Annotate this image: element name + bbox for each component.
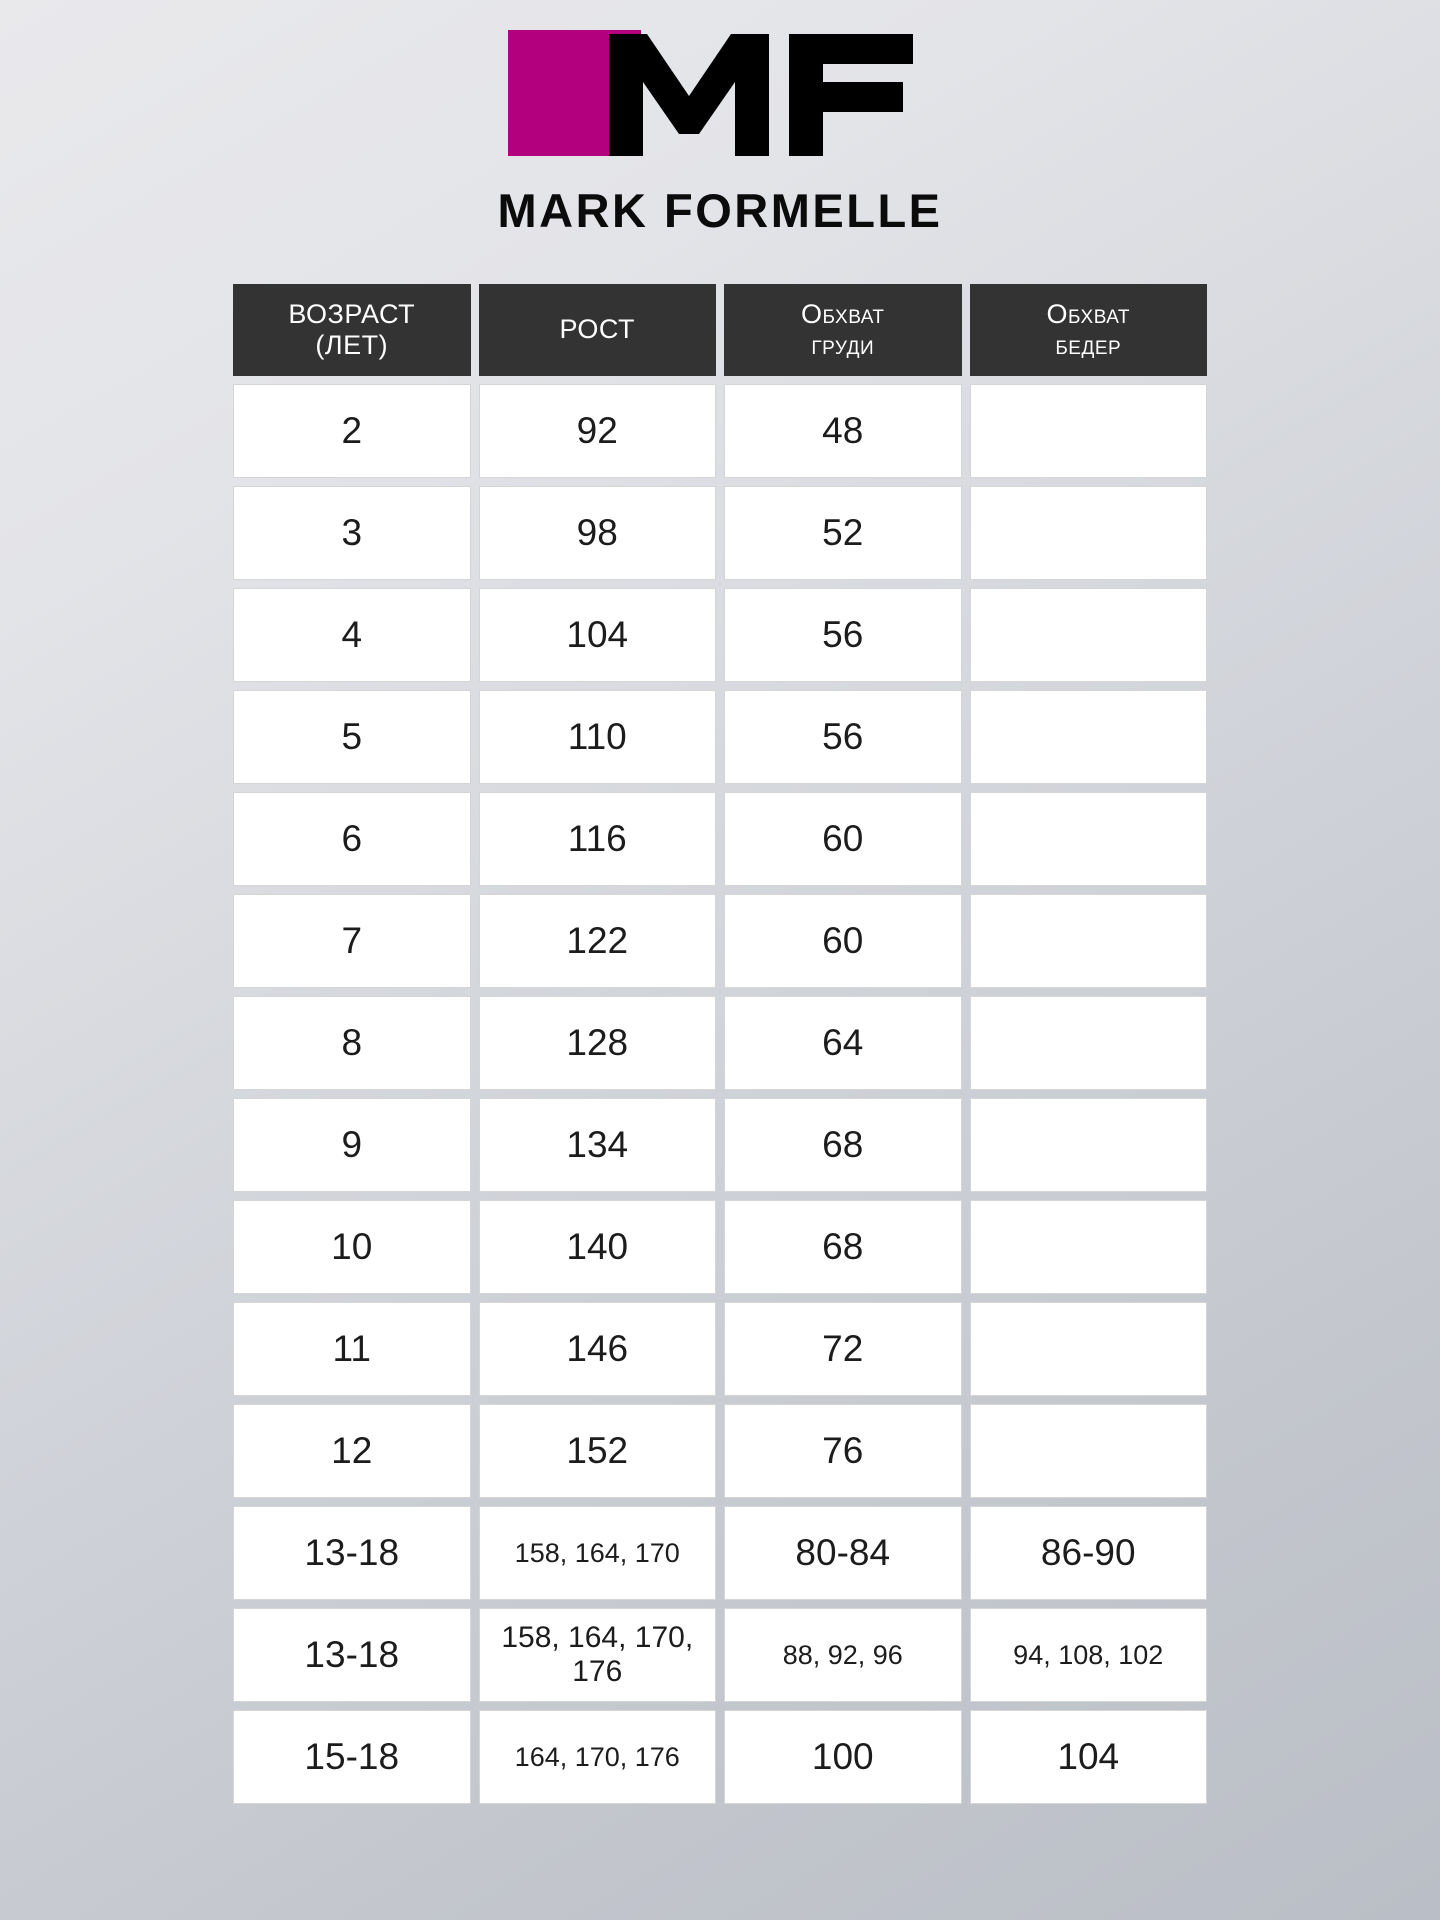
cell-age: 13-18 [233, 1506, 471, 1600]
table-row [233, 894, 1207, 988]
cell-height: 134 [479, 1098, 717, 1192]
cell-height: 98 [479, 486, 717, 580]
cell-age: 13-18 [233, 1608, 471, 1702]
cell-hips: 94, 108, 102 [970, 1608, 1208, 1702]
cell-hips: 104 [970, 1710, 1208, 1804]
table-row [233, 1710, 1207, 1804]
logo-wordmark: MARK FORMELLE [497, 184, 943, 237]
cell-chest: 48 [724, 384, 962, 478]
cell-height: 92 [479, 384, 717, 478]
column-header-chest [724, 284, 962, 376]
table-row [233, 996, 1207, 1090]
column-header-chest-line1: Обхват [800, 298, 885, 329]
table-header [233, 284, 1207, 376]
cell-chest: 52 [724, 486, 962, 580]
table-row [233, 1608, 1207, 1702]
cell-age: 10 [233, 1200, 471, 1294]
cell-hips [970, 690, 1208, 784]
cell-chest: 80-84 [724, 1506, 962, 1600]
cell-chest: 60 [724, 894, 962, 988]
cell-hips [970, 1302, 1208, 1396]
cell-hips [970, 384, 1208, 478]
cell-chest: 76 [724, 1404, 962, 1498]
cell-hips [970, 588, 1208, 682]
column-header-age-line2: (ЛЕТ) [315, 330, 389, 360]
logo-mf-letters [603, 30, 933, 160]
table-row [233, 690, 1207, 784]
logo-mark [508, 30, 933, 165]
cell-hips [970, 894, 1208, 988]
table-row [233, 1506, 1207, 1600]
cell-hips [970, 1200, 1208, 1294]
cell-chest: 64 [724, 996, 962, 1090]
table-row [233, 1302, 1207, 1396]
column-header-height [479, 284, 717, 376]
cell-age: 12 [233, 1404, 471, 1498]
cell-height: 110 [479, 690, 717, 784]
cell-chest: 72 [724, 1302, 962, 1396]
cell-chest: 68 [724, 1098, 962, 1192]
column-header-hips-line1: Обхват [1046, 298, 1131, 329]
cell-height: 128 [479, 996, 717, 1090]
cell-age: 5 [233, 690, 471, 784]
cell-hips [970, 1098, 1208, 1192]
cell-age: 2 [233, 384, 471, 478]
column-header-hips [970, 284, 1208, 376]
table-row [233, 1404, 1207, 1498]
cell-age: 15-18 [233, 1710, 471, 1804]
table-body [233, 384, 1207, 1804]
cell-height: 164, 170, 176 [479, 1710, 717, 1804]
cell-height: 158, 164, 170, 176 [479, 1608, 717, 1702]
cell-height: 152 [479, 1404, 717, 1498]
table-row [233, 1098, 1207, 1192]
table-row [233, 588, 1207, 682]
table-row [233, 384, 1207, 478]
cell-age: 11 [233, 1302, 471, 1396]
cell-height: 140 [479, 1200, 717, 1294]
table-row [233, 792, 1207, 886]
cell-hips [970, 486, 1208, 580]
cell-chest: 56 [724, 588, 962, 682]
column-header-hips-line2: бедер [1055, 330, 1122, 360]
cell-chest: 88, 92, 96 [724, 1608, 962, 1702]
column-header-age [233, 284, 471, 376]
table-row [233, 486, 1207, 580]
cell-age: 7 [233, 894, 471, 988]
size-table-container [225, 276, 1215, 1812]
cell-height: 116 [479, 792, 717, 886]
cell-age: 8 [233, 996, 471, 1090]
cell-hips [970, 792, 1208, 886]
cell-chest: 100 [724, 1710, 962, 1804]
cell-height: 122 [479, 894, 717, 988]
cell-age: 3 [233, 486, 471, 580]
cell-hips: 86-90 [970, 1506, 1208, 1600]
cell-hips [970, 996, 1208, 1090]
column-header-height-line1: РОСТ [559, 314, 635, 345]
cell-height: 158, 164, 170 [479, 1506, 717, 1600]
size-table [225, 276, 1215, 1812]
cell-age: 6 [233, 792, 471, 886]
cell-chest: 56 [724, 690, 962, 784]
cell-age: 4 [233, 588, 471, 682]
column-header-age-line1: ВОЗРАСТ [288, 298, 416, 329]
cell-height: 146 [479, 1302, 717, 1396]
cell-chest: 68 [724, 1200, 962, 1294]
table-row [233, 1200, 1207, 1294]
cell-chest: 60 [724, 792, 962, 886]
header-row [233, 284, 1207, 376]
column-header-chest-line2: груди [811, 330, 875, 360]
brand-logo [0, 0, 1440, 238]
cell-hips [970, 1404, 1208, 1498]
cell-height: 104 [479, 588, 717, 682]
cell-age: 9 [233, 1098, 471, 1192]
